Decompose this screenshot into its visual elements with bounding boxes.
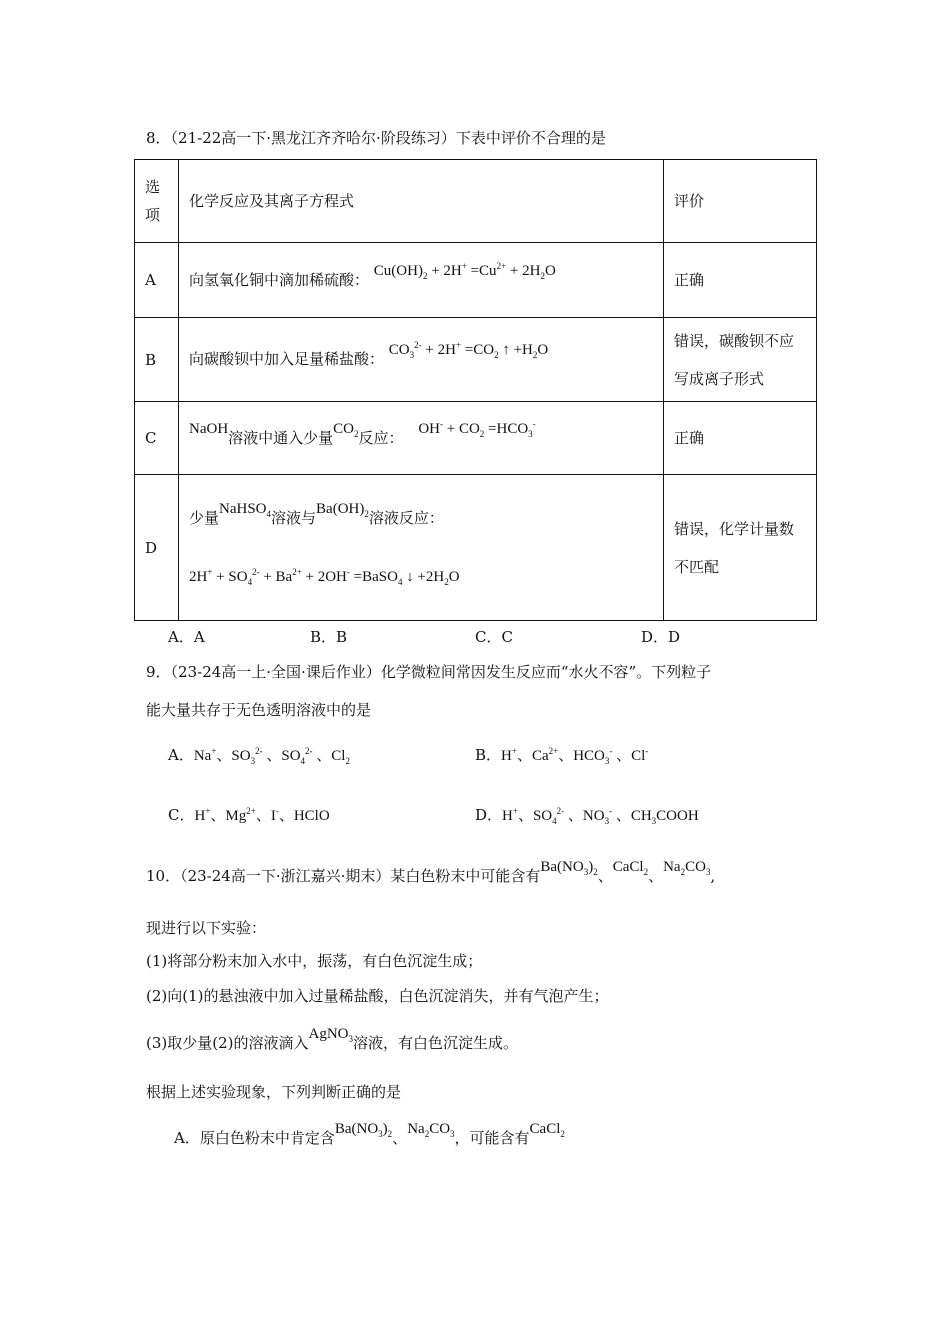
table-row (135, 243, 817, 318)
q8-choice-a: A．A (168, 628, 205, 646)
table-header-row (135, 160, 817, 243)
q9-option-c: C．H+、$Mg^{2+}$、I-、HClO (168, 806, 330, 824)
row-a-evaluation: 正确 (664, 243, 817, 318)
row-b-option: B (135, 318, 179, 402)
q8-choice-c: C．C (475, 628, 513, 646)
q9-option-d: D．H+、$SO_4^{2-}$ 、$NO_3^-$ 、$CH_3COOH$ (475, 806, 699, 826)
q10-stem: 某白色粉末中可能含有 (390, 867, 541, 885)
table-row (135, 318, 817, 402)
q9-stem: 化学微粒间常因发生反应而“水火不容”。下列粒子 (380, 663, 712, 681)
row-d-option: D (135, 475, 179, 621)
table-row (135, 475, 817, 621)
q10-header: 10．（23-24高一下·浙江嘉兴·期末）某白色粉末中可能含有$Ba(NO_3)_2$、CaCl$_2$、$Na_2CO_3$, (146, 859, 716, 885)
q8-table (134, 159, 817, 621)
row-c-option: C (135, 402, 179, 475)
row-c-reaction: NaOH溶液中通入少量$CO_2$反应： $OH^- + CO_2 =HCO_3^-$ (179, 402, 664, 475)
q9-option-b: B．H+、$Ca^{2+}$、$HCO_3^-$ 、Cl- (475, 746, 649, 766)
row-b-reaction: 向碳酸钡中加入足量稀盐酸： $CO_3^{2-} + 2H^+ =CO_2$ ↑ $+H_2O$ (179, 318, 664, 402)
row-d-evaluation: 错误，化学计量数不匹配 (664, 475, 817, 621)
q10-step3: (3)取少量(2)的溶液滴入AgNO$_3$溶液，有白色沉淀生成。 (146, 1026, 519, 1052)
q10-step2: (2)向(1)的悬浊液中加入过量稀盐酸，白色沉淀消失，并有气泡产生； (146, 987, 609, 1005)
table-row (135, 402, 817, 475)
header-option: 选项 (135, 160, 179, 243)
q9-option-a: A．Na+、$SO_3^{2-}$ 、$SO_4^{2-}$ 、$Cl_2$ (168, 746, 350, 766)
q10-source: （23-24高一下·浙江嘉兴·期末） (180, 867, 391, 885)
q8-header (146, 128, 606, 148)
row-a-option: A (135, 243, 179, 318)
q10-stem-line2: 现进行以下实验： (146, 919, 267, 937)
header-reaction: 化学反应及其离子方程式 (179, 160, 664, 243)
row-b-evaluation: 错误，碳酸钡不应写成离子形式 (664, 318, 817, 402)
q8-stem: 下表中评价不合理的是 (455, 129, 606, 147)
header-evaluation: 评价 (664, 160, 817, 243)
q10-step1: (1)将部分粉末加入水中，振荡，有白色沉淀生成； (146, 952, 483, 970)
row-d-reaction: 少量NaHSO$_4$溶液与$Ba(OH)_2$溶液反应： $2H^+ + SO_4^{2-} + Ba^{2+} + 2OH^-$ =BaSO$_4$ ↓ $+2H_2O$ (179, 475, 664, 621)
q10-judge: 根据上述实验现象，下列判断正确的是 (146, 1083, 402, 1101)
q9-source: （23-24高一上·全国·课后作业） (170, 663, 381, 681)
q8-choice-d: D．D (641, 628, 681, 646)
q8-number: 8． (146, 129, 171, 147)
q8-choice-b: B．B (310, 628, 348, 646)
q8-source: （21-22高一下·黑龙江齐齐哈尔·阶段练习） (170, 129, 456, 147)
q10-option-a: A．原白色粉末中肯定含$Ba(NO_3)_2$、$Na_2CO_3$，可能含有CaCl$_2$ (174, 1121, 565, 1147)
row-c-evaluation: 正确 (664, 402, 817, 475)
q9-header: 9．（23-24高一上·全国·课后作业）化学微粒间常因发生反应而“水火不容”。下列粒子 (146, 663, 712, 681)
q9-stem-line2: 能大量共存于无色透明溶液中的是 (146, 701, 372, 719)
row-a-reaction: 向氢氧化铜中滴加稀硫酸： $Cu(OH)_2 + 2H^+ =Cu^{2+} + 2H_2O$ (179, 243, 664, 318)
